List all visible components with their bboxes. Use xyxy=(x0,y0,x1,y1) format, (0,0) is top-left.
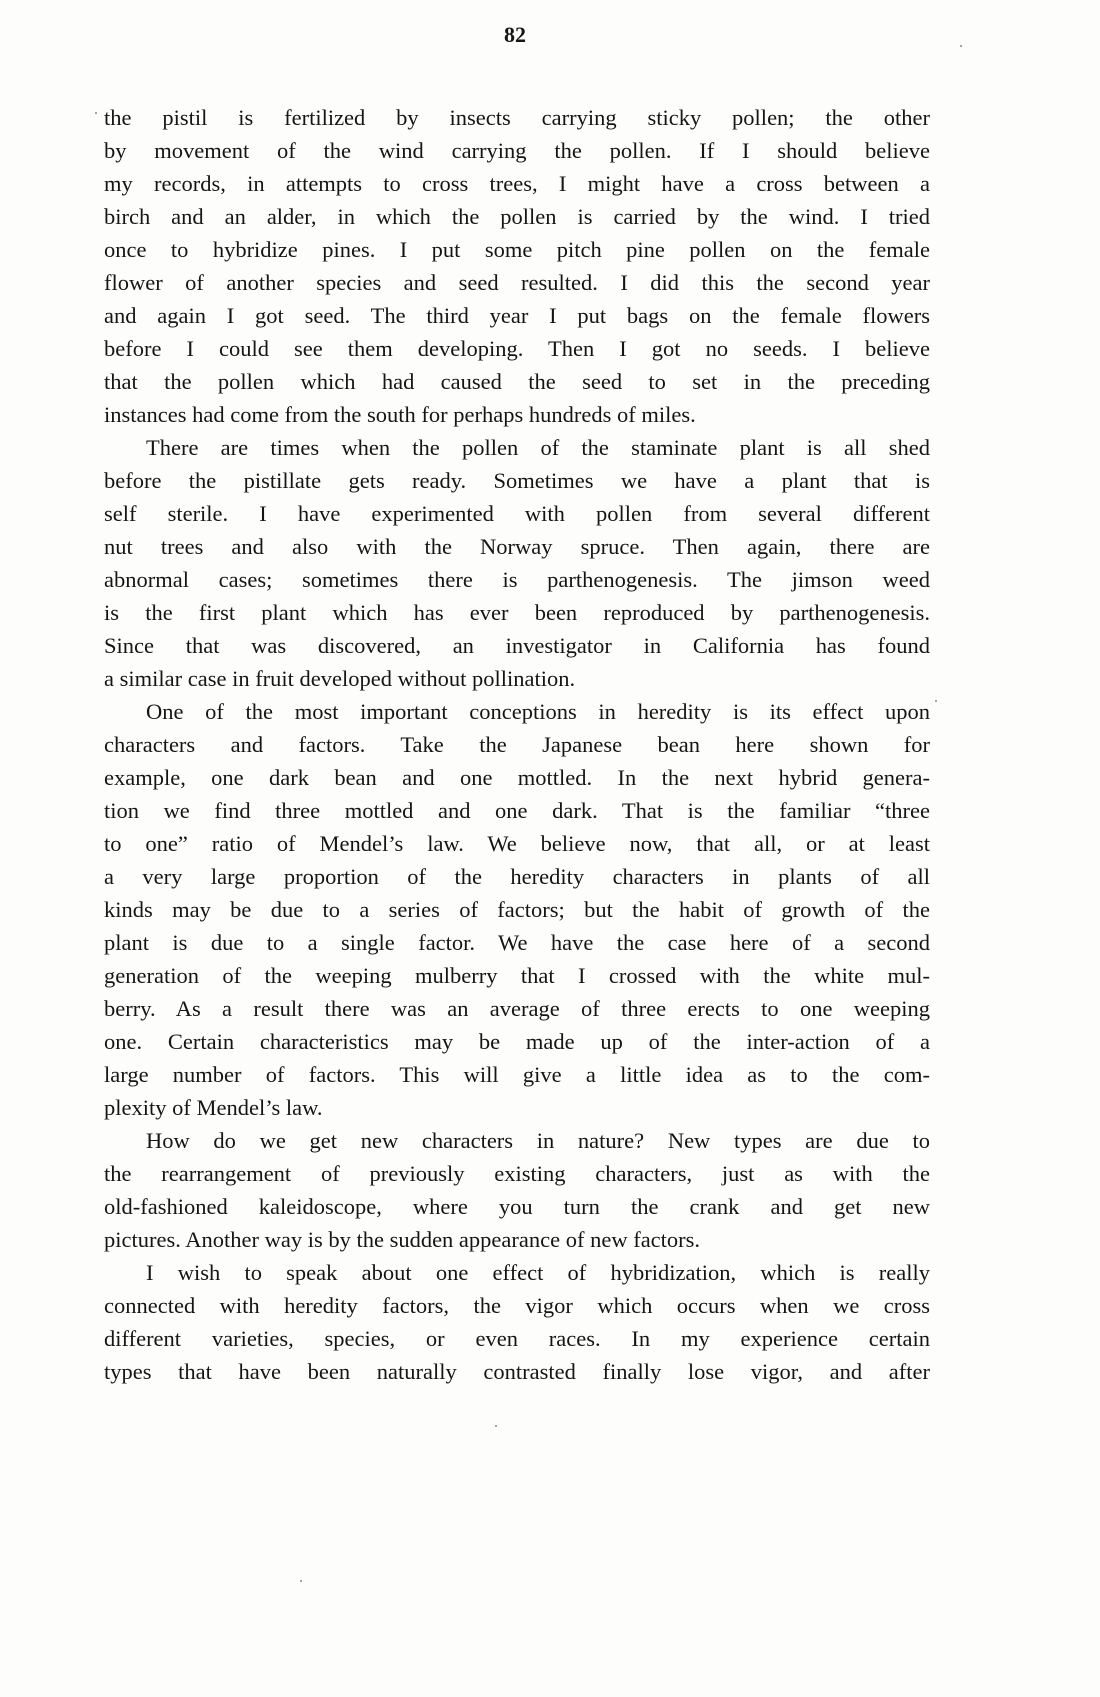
text-line: large number of factors. This will give a little idea as to the com- xyxy=(104,1062,930,1087)
body-text xyxy=(104,101,930,1388)
text-line: kinds may be due to a series of factors; but the habit of growth of the xyxy=(104,897,930,922)
text-line: one. Certain characteristics may be made up of the inter-action of a xyxy=(104,1029,930,1054)
text-line: flower of another species and seed resulted. I did this the second year xyxy=(104,270,930,295)
text-line: by movement of the wind carrying the pollen. If I should believe xyxy=(104,138,930,163)
scan-speck xyxy=(300,1580,302,1582)
text-line: How do we get new characters in nature? New types are due to xyxy=(146,1128,930,1153)
text-line: generation of the weeping mulberry that I crossed with the white mul- xyxy=(104,963,930,988)
text-line: once to hybridize pines. I put some pitch pine pollen on the female xyxy=(104,237,930,262)
text-line: that the pollen which had caused the seed to set in the preceding xyxy=(104,369,930,394)
text-line: the pistil is fertilized by insects carrying sticky pollen; the other xyxy=(104,105,930,130)
scan-speck xyxy=(95,112,97,114)
scan-speck xyxy=(495,1425,497,1427)
scan-speck xyxy=(935,700,937,702)
text-line: a very large proportion of the heredity characters in plants of all xyxy=(104,864,930,889)
text-line: to one” ratio of Mendel’s law. We believe now, that all, or at least xyxy=(104,831,930,856)
text-line: abnormal cases; sometimes there is parthenogenesis. The jimson weed xyxy=(104,567,930,592)
text-line: tion we find three mottled and one dark. That is the familiar “three xyxy=(104,798,930,823)
text-line: pictures. Another way is by the sudden appearance of new factors. xyxy=(104,1227,701,1252)
text-line: a similar case in fruit developed without pollination. xyxy=(104,666,576,691)
text-line: the rearrangement of previously existing characters, just as with the xyxy=(104,1161,930,1186)
paragraph xyxy=(104,1256,930,1388)
paragraph xyxy=(104,695,930,1124)
text-line: my records, in attempts to cross trees, I might have a cross between a xyxy=(104,171,930,196)
text-line: plexity of Mendel’s law. xyxy=(104,1095,323,1120)
text-line: berry. As a result there was an average of three erects to one weeping xyxy=(104,996,930,1021)
text-line: instances had come from the south for perhaps hundreds of miles. xyxy=(104,402,696,427)
text-line: characters and factors. Take the Japanese bean here shown for xyxy=(104,732,930,757)
text-line: connected with heredity factors, the vigor which occurs when we cross xyxy=(104,1293,930,1318)
text-line: different varieties, species, or even races. In my experience certain xyxy=(104,1326,930,1351)
text-line: and again I got seed. The third year I put bags on the female flowers xyxy=(104,303,930,328)
page-number: 82 xyxy=(504,22,526,47)
text-line: before the pistillate gets ready. Sometimes we have a plant that is xyxy=(104,468,930,493)
paragraph xyxy=(104,1124,930,1256)
text-line: nut trees and also with the Norway spruce. Then again, there are xyxy=(104,534,930,559)
text-line: self sterile. I have experimented with pollen from several different xyxy=(104,501,930,526)
paragraph xyxy=(104,431,930,695)
scan-speck xyxy=(960,45,962,47)
text-line: example, one dark bean and one mottled. In the next hybrid genera- xyxy=(104,765,930,790)
text-line: old-fashioned kaleidoscope, where you turn the crank and get new xyxy=(104,1194,930,1219)
paragraph xyxy=(104,101,930,431)
text-line: There are times when the pollen of the staminate plant is all shed xyxy=(146,435,930,460)
text-line: types that have been naturally contrasted finally lose vigor, and after xyxy=(104,1359,930,1384)
text-line: I wish to speak about one effect of hybridization, which is really xyxy=(146,1260,930,1285)
text-line: plant is due to a single factor. We have the case here of a second xyxy=(104,930,930,955)
text-line: birch and an alder, in which the pollen is carried by the wind. I tried xyxy=(104,204,930,229)
text-line: before I could see them developing. Then I got no seeds. I believe xyxy=(104,336,930,361)
text-line: Since that was discovered, an investigator in California has found xyxy=(104,633,930,658)
text-line: One of the most important conceptions in heredity is its effect upon xyxy=(146,699,930,724)
text-line: is the first plant which has ever been reproduced by parthenogenesis. xyxy=(104,600,930,625)
